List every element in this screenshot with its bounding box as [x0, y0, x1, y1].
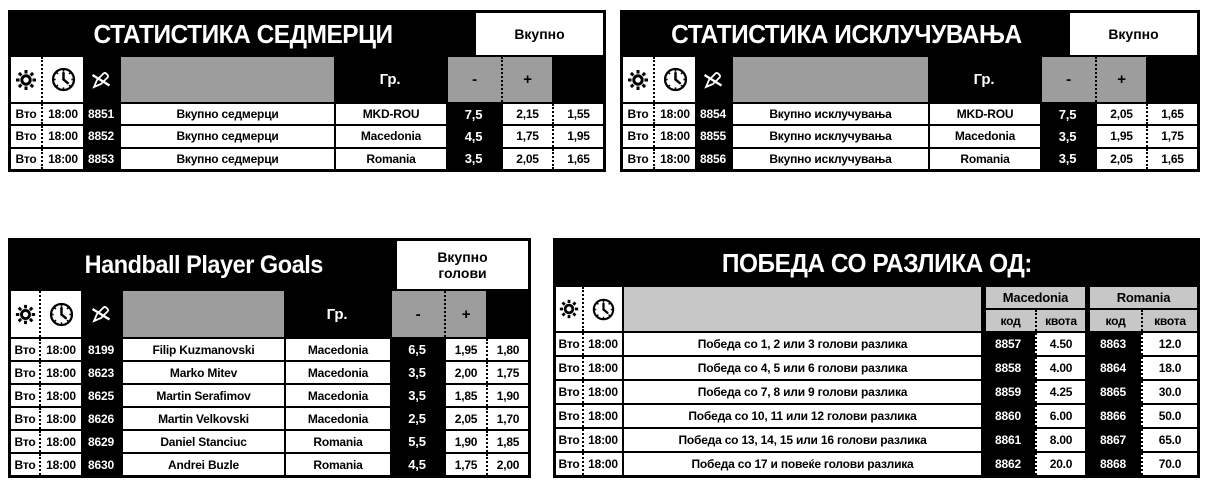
table-row: [11, 362, 528, 383]
cell-bet-name: Победа со 17 и повеќе голови разлика: [622, 453, 981, 475]
cell-bet-code: 8625: [81, 385, 121, 406]
odds-column-header-romania: квота: [1141, 310, 1197, 331]
rows-container: [11, 339, 528, 475]
cell-over-odds: 1,85: [486, 431, 528, 452]
cell-odds-romania: 65.0: [1141, 429, 1197, 451]
cell-odds-romania: 50.0: [1141, 405, 1197, 427]
cell-team: Romania: [284, 431, 390, 452]
cell-bet-name: Победа со 1, 2 или 3 голови разлика: [622, 333, 981, 355]
cell-time: 18:00: [39, 362, 81, 383]
sun-icon: [626, 68, 650, 92]
clock-icon: [50, 66, 77, 93]
cell-under-odds: 1,75: [501, 126, 552, 146]
table-body: [623, 57, 1197, 169]
under-column-header: -: [446, 57, 501, 102]
cell-bet-code: 8626: [81, 408, 121, 429]
cell-odds-romania: 12.0: [1141, 333, 1197, 355]
cell-team: Macedonia: [284, 362, 390, 383]
cell-group-line: 3,5: [390, 362, 444, 383]
cell-under-odds: 2,05: [1095, 149, 1146, 169]
cell-code-romania: 8866: [1085, 405, 1141, 427]
cell-under-odds: 1,95: [444, 339, 486, 360]
cell-day: Вто: [623, 149, 653, 169]
cell-time: 18:00: [39, 385, 81, 406]
cell-player-name: Martin Velkovski: [121, 408, 284, 429]
cell-day: Вто: [556, 381, 582, 403]
title-area: [556, 241, 1197, 285]
table-body: [556, 287, 1197, 475]
total-goals-corner-box: [397, 241, 528, 289]
cell-bet-code: 8199: [81, 339, 121, 360]
corner-label-line2: голови: [438, 265, 487, 281]
table-player-goals: [8, 238, 531, 478]
cell-bet-code: 8855: [695, 126, 731, 146]
sun-icon: [14, 303, 37, 326]
clock-icon: [48, 301, 75, 328]
table-row: [556, 381, 1197, 403]
table-row: [11, 385, 528, 406]
cell-odds-macedonia: 4.00: [1035, 357, 1085, 379]
sun-icon: [14, 68, 38, 92]
title-bar: [623, 13, 1197, 55]
cell-team: MKD-ROU: [334, 104, 446, 124]
over-column-header: +: [444, 291, 486, 337]
cell-day: Вто: [556, 405, 582, 427]
cell-team: Macedonia: [284, 408, 390, 429]
table-row: [11, 431, 528, 452]
sun-icon-cell: [623, 57, 653, 102]
cell-day: Вто: [11, 339, 39, 360]
cell-bet-name: Победа со 7, 8 или 9 голови разлика: [622, 381, 981, 403]
clock-icon-cell: [653, 57, 695, 102]
corner-label-line1: Вкупно: [437, 248, 488, 265]
cell-bet-code: 8623: [81, 362, 121, 383]
cell-group-line: 4,5: [446, 126, 501, 146]
column-header-row: [623, 57, 1197, 102]
cell-day: Вто: [11, 408, 39, 429]
cell-day: Вто: [556, 357, 582, 379]
pen-crossed-icon: [89, 68, 113, 92]
cell-time: 18:00: [582, 405, 622, 427]
cell-team: Macedonia: [284, 339, 390, 360]
cell-group-line: 5,5: [390, 431, 444, 452]
cell-group-line: 3,5: [390, 385, 444, 406]
cell-under-odds: 2,05: [444, 408, 486, 429]
under-column-header: -: [1040, 57, 1095, 102]
sun-icon-cell: [556, 287, 582, 331]
cell-day: Вто: [11, 126, 41, 146]
cell-under-odds: 1,85: [444, 385, 486, 406]
cell-group-line: 4,5: [390, 454, 444, 475]
cell-bet-name: Вкупно седмерци: [119, 126, 334, 146]
cell-team: Romania: [334, 149, 446, 169]
over-column-header: +: [1095, 57, 1146, 102]
table-row: [11, 454, 528, 475]
cell-code-macedonia: 8861: [981, 429, 1035, 451]
team-group-header-macedonia: Macedonia: [981, 287, 1085, 308]
cell-under-odds: 2,05: [1095, 104, 1146, 124]
cell-team: Macedonia: [284, 385, 390, 406]
rows-container: [11, 104, 603, 169]
table-row: [11, 339, 528, 360]
code-column-header-romania: код: [1085, 310, 1141, 331]
cell-over-odds: 1,65: [1146, 104, 1197, 124]
cell-bet-code: 8854: [695, 104, 731, 124]
pen-icon-cell: [695, 57, 731, 102]
cell-group-line: 6,5: [390, 339, 444, 360]
cell-over-odds: 1,55: [552, 104, 603, 124]
corner-label: Вкупно: [514, 25, 565, 42]
cell-over-odds: 1,90: [486, 385, 528, 406]
cell-day: Вто: [11, 362, 39, 383]
cell-day: Вто: [556, 453, 582, 475]
rows-container: [556, 333, 1197, 475]
table-row: [623, 104, 1197, 124]
header-spacer-band: [622, 287, 981, 331]
table-row: [11, 149, 603, 169]
cell-team: Romania: [928, 149, 1040, 169]
cell-time: 18:00: [39, 339, 81, 360]
total-corner-box: [476, 13, 603, 55]
header-spacer-band: [119, 57, 334, 102]
table-exclusions-statistics: [620, 10, 1200, 172]
cell-bet-code: 8852: [83, 126, 119, 146]
cell-bet-code: 8853: [83, 149, 119, 169]
clock-icon: [591, 297, 616, 322]
cell-bet-code: 8851: [83, 104, 119, 124]
cell-time: 18:00: [41, 104, 83, 124]
header-spacer-band: [731, 57, 928, 102]
title-bar: [556, 241, 1197, 285]
cell-code-macedonia: 8858: [981, 357, 1035, 379]
cell-time: 18:00: [41, 126, 83, 146]
cell-over-odds: 1,80: [486, 339, 528, 360]
pen-icon-cell: [81, 291, 121, 337]
cell-odds-macedonia: 4.50: [1035, 333, 1085, 355]
group-column-header: Гр.: [928, 57, 1040, 102]
cell-odds-macedonia: 20.0: [1035, 453, 1085, 475]
table-row: [11, 126, 603, 146]
cell-under-odds: 1,90: [444, 431, 486, 452]
under-column-header: -: [390, 291, 444, 337]
cell-time: 18:00: [582, 333, 622, 355]
cell-team: Macedonia: [928, 126, 1040, 146]
cell-odds-macedonia: 6.00: [1035, 405, 1085, 427]
cell-day: Вто: [11, 385, 39, 406]
clock-icon-cell: [41, 57, 83, 102]
cell-time: 18:00: [39, 454, 81, 475]
table-row: [11, 408, 528, 429]
cell-time: 18:00: [653, 149, 695, 169]
cell-time: 18:00: [41, 149, 83, 169]
odds-column-header-macedonia: квота: [1035, 310, 1085, 331]
cell-bet-name: Вкупно исклучувања: [731, 104, 928, 124]
cell-time: 18:00: [582, 357, 622, 379]
cell-time: 18:00: [582, 381, 622, 403]
cell-bet-code: 8629: [81, 431, 121, 452]
cell-group-line: 3,5: [1040, 149, 1095, 169]
clock-icon: [662, 66, 689, 93]
cell-time: 18:00: [39, 431, 81, 452]
cell-over-odds: 1,70: [486, 408, 528, 429]
title-area: [11, 13, 476, 55]
code-column-header-macedonia: код: [981, 310, 1035, 331]
table-body: [11, 57, 603, 169]
table-title: СТАТИСТИКА СЕДМЕРЦИ: [93, 18, 394, 49]
title-bar: [11, 241, 528, 289]
cell-bet-name: Победа со 13, 14, 15 или 16 голови разлика: [622, 429, 981, 451]
cell-under-odds: 1,95: [1095, 126, 1146, 146]
cell-bet-name: Вкупно исклучувања: [731, 126, 928, 146]
table-row: [11, 104, 603, 124]
cell-code-macedonia: 8862: [981, 453, 1035, 475]
rows-container: [623, 104, 1197, 169]
column-header-row: [11, 57, 603, 102]
cell-time: 18:00: [582, 429, 622, 451]
cell-bet-name: Вкупно седмерци: [119, 149, 334, 169]
group-column-header: Гр.: [284, 291, 390, 337]
cell-over-odds: 1,75: [1146, 126, 1197, 146]
cell-group-line: 3,5: [1040, 126, 1095, 146]
cell-under-odds: 2,00: [444, 362, 486, 383]
cell-time: 18:00: [39, 408, 81, 429]
cell-code-romania: 8863: [1085, 333, 1141, 355]
table-row: [623, 149, 1197, 169]
cell-under-odds: 1,75: [444, 454, 486, 475]
title-area: [623, 13, 1070, 55]
table-row: [556, 333, 1197, 355]
total-corner-box: [1070, 13, 1197, 55]
cell-player-name: Martin Serafimov: [121, 385, 284, 406]
cell-odds-romania: 18.0: [1141, 357, 1197, 379]
cell-time: 18:00: [653, 126, 695, 146]
cell-team: Macedonia: [334, 126, 446, 146]
team-group-header-romania: Romania: [1085, 287, 1197, 308]
cell-group-line: 7,5: [1040, 104, 1095, 124]
table-sevens-statistics: [8, 10, 606, 172]
column-header-row: [11, 291, 528, 337]
cell-bet-name: Вкупно седмерци: [119, 104, 334, 124]
cell-code-romania: 8867: [1085, 429, 1141, 451]
cell-time: 18:00: [582, 453, 622, 475]
cell-over-odds: 1,65: [1146, 149, 1197, 169]
cell-over-odds: 1,75: [486, 362, 528, 383]
cell-over-odds: 1,95: [552, 126, 603, 146]
table-title: Handball Player Goals: [84, 250, 324, 279]
cell-under-odds: 2,05: [501, 149, 552, 169]
table-row: [556, 405, 1197, 427]
group-column-header: Гр.: [334, 57, 446, 102]
column-header-rows: [556, 287, 1197, 331]
cell-over-odds: 2,00: [486, 454, 528, 475]
cell-day: Вто: [11, 431, 39, 452]
cell-bet-name: Вкупно исклучувања: [731, 149, 928, 169]
cell-group-line: 3,5: [446, 149, 501, 169]
clock-icon-cell: [39, 291, 81, 337]
cell-day: Вто: [556, 429, 582, 451]
cell-bet-name: Победа со 10, 11 или 12 голови разлика: [622, 405, 981, 427]
table-title: СТАТИСТИКА ИСКЛУЧУВАЊА: [671, 18, 1022, 49]
header-spacer-band: [121, 291, 284, 337]
cell-under-odds: 2,15: [501, 104, 552, 124]
clock-icon-cell: [582, 287, 622, 331]
cell-player-name: Andrei Buzle: [121, 454, 284, 475]
cell-odds-romania: 70.0: [1141, 453, 1197, 475]
table-row: [556, 357, 1197, 379]
sun-icon-cell: [11, 291, 39, 337]
title-area: [11, 241, 397, 289]
cell-time: 18:00: [653, 104, 695, 124]
over-column-header: +: [501, 57, 552, 102]
cell-group-line: 7,5: [446, 104, 501, 124]
cell-team: MKD-ROU: [928, 104, 1040, 124]
cell-day: Вто: [11, 104, 41, 124]
cell-odds-macedonia: 8.00: [1035, 429, 1085, 451]
cell-team: Romania: [284, 454, 390, 475]
cell-bet-name: Победа со 4, 5 или 6 голови разлика: [622, 357, 981, 379]
cell-bet-code: 8630: [81, 454, 121, 475]
cell-day: Вто: [623, 104, 653, 124]
table-row: [556, 453, 1197, 475]
cell-odds-macedonia: 4.25: [1035, 381, 1085, 403]
table-row: [623, 126, 1197, 146]
table-row: [556, 429, 1197, 451]
cell-odds-romania: 30.0: [1141, 381, 1197, 403]
cell-over-odds: 1,65: [552, 149, 603, 169]
sun-icon: [558, 298, 580, 320]
cell-code-macedonia: 8859: [981, 381, 1035, 403]
cell-day: Вто: [11, 149, 41, 169]
sun-icon-cell: [11, 57, 41, 102]
cell-day: Вто: [11, 454, 39, 475]
cell-day: Вто: [623, 126, 653, 146]
table-body: [11, 291, 528, 475]
title-bar: [11, 13, 603, 55]
table-title: ПОБЕДА СО РАЗЛИКА ОД:: [721, 247, 1032, 278]
cell-code-macedonia: 8860: [981, 405, 1035, 427]
cell-code-romania: 8868: [1085, 453, 1141, 475]
table-win-margin: [553, 238, 1200, 478]
cell-player-name: Filip Kuzmanovski: [121, 339, 284, 360]
corner-label: Вкупно: [1108, 25, 1159, 42]
pen-crossed-icon: [89, 302, 113, 326]
cell-bet-code: 8856: [695, 149, 731, 169]
cell-day: Вто: [556, 333, 582, 355]
pen-icon-cell: [83, 57, 119, 102]
pen-crossed-icon: [701, 68, 725, 92]
cell-player-name: Daniel Stanciuc: [121, 431, 284, 452]
cell-group-line: 2,5: [390, 408, 444, 429]
cell-code-macedonia: 8857: [981, 333, 1035, 355]
cell-player-name: Marko Mitev: [121, 362, 284, 383]
cell-code-romania: 8864: [1085, 357, 1141, 379]
cell-code-romania: 8865: [1085, 381, 1141, 403]
